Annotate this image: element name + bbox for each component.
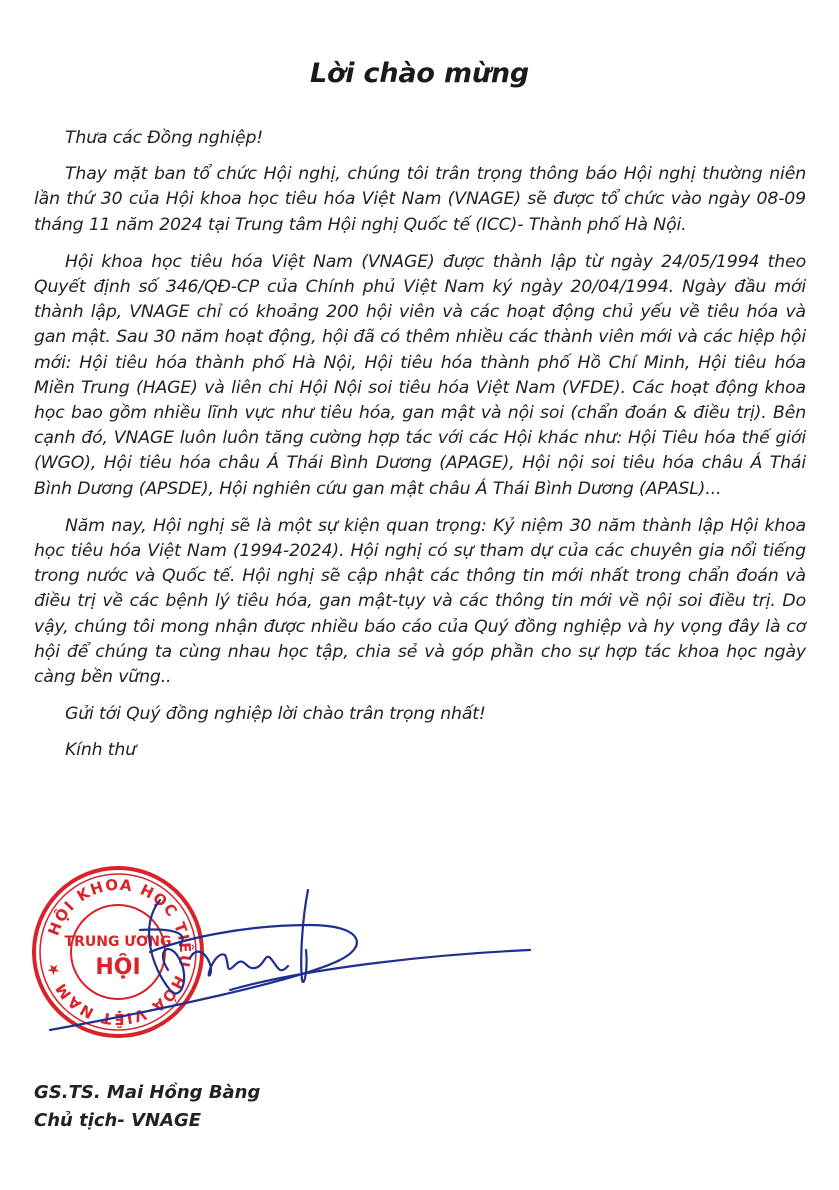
svg-text:HỘI: HỘI	[95, 955, 141, 980]
closing-line: Gửi tới Quý đồng nghiệp lời chào trân trọng nhất!	[65, 704, 486, 725]
signer-block	[34, 1079, 260, 1135]
svg-text:TRUNG ƯƠNG: TRUNG ƯƠNG	[64, 934, 172, 950]
handwritten-signature	[40, 870, 540, 1040]
svg-text:HỘI KHOA HỌC TIÊU HÓA VIỆT NAM: HỘI KHOA HỌC TIÊU HÓA VIỆT NAM ★	[42, 875, 195, 1029]
letter-body	[34, 126, 806, 775]
signer-position: Chủ tịch- VNAGE	[34, 1110, 202, 1131]
signer-name: GS.TS. Mai Hồng Bàng	[34, 1082, 261, 1103]
paragraph-conference: Năm nay, Hội nghị sẽ là một sự kiện quan trọng: Kỷ niệm 30 năm thành lập Hội khoa học tiêu hóa Việt Nam (1994-2024). Hội nghị có sự tham dự của các chuyên gia nổi tiếng trong nước và Quốc tế. Hội nghị sẽ cập nhật các thông tin mới nhất trong chẩn đoán và điều trị về các bệnh lý tiêu hóa, gan mật-tụy và các thông tin mới về nội soi điều trị. Do vậy, chúng tôi mong nhận được nhiều báo cáo của Quý đồng nghiệp và hy vọng đây là cơ hội để chúng ta cùng nhau học tập, chia sẻ và góp phần cho sự hợp tác khoa học ngày càng bền vững..	[34, 515, 806, 688]
page-title: Lời chào mừng	[309, 58, 530, 89]
greeting: Thưa các Đồng nghiệp!	[65, 128, 264, 148]
sign-off: Kính thư	[65, 740, 137, 761]
paragraph-history: Hội khoa học tiêu hóa Việt Nam (VNAGE) được thành lập từ ngày 24/05/1994 theo Quyết định số 346/QĐ-CP của Chính phủ Việt Nam ký ngày 20/04/1994. Ngày đầu mới thành lập, VNAGE chỉ có khoảng 200 hội viên và các hoạt động chủ yếu về tiêu hóa và gan mật. Sau 30 năm hoạt động, hội đã có thêm nhiều các thành viên mới và các hiệp hội mới: Hội tiêu hóa thành phố Hà Nội, Hội tiêu hóa thành phố Hồ Chí Minh, Hội tiêu hóa Miền Trung (HAGE) và liên chi Hội Nội soi tiêu hóa Việt Nam (VFDE). Các hoạt động khoa học bao gồm nhiều lĩnh vực như tiêu hóa, gan mật và nội soi (chẩn đoán & điều trị). Bên cạnh đó, VNAGE luôn luôn tăng cường hợp tác với các Hội khác như: Hội Tiêu hóa thế giới (WGO), Hội tiêu hóa châu Á Thái Bình Dương (APAGE), Hội nội soi tiêu hóa châu Á Thái Bình Dương (APSDE), Hội nghiên cứu gan mật châu Á Thái Bình Dương (APASL)...	[34, 251, 806, 499]
paragraph-announcement: Thay mặt ban tổ chức Hội nghị, chúng tôi trân trọng thông báo Hội nghị thường niên lần thứ 30 của Hội khoa học tiêu hóa Việt Nam (VNAGE) sẽ được tổ chức vào ngày 08-09 tháng 11 năm 2024 tại Trung tâm Hội nghị Quốc tế (ICC)- Thành phố Hà Nội.	[34, 164, 806, 235]
